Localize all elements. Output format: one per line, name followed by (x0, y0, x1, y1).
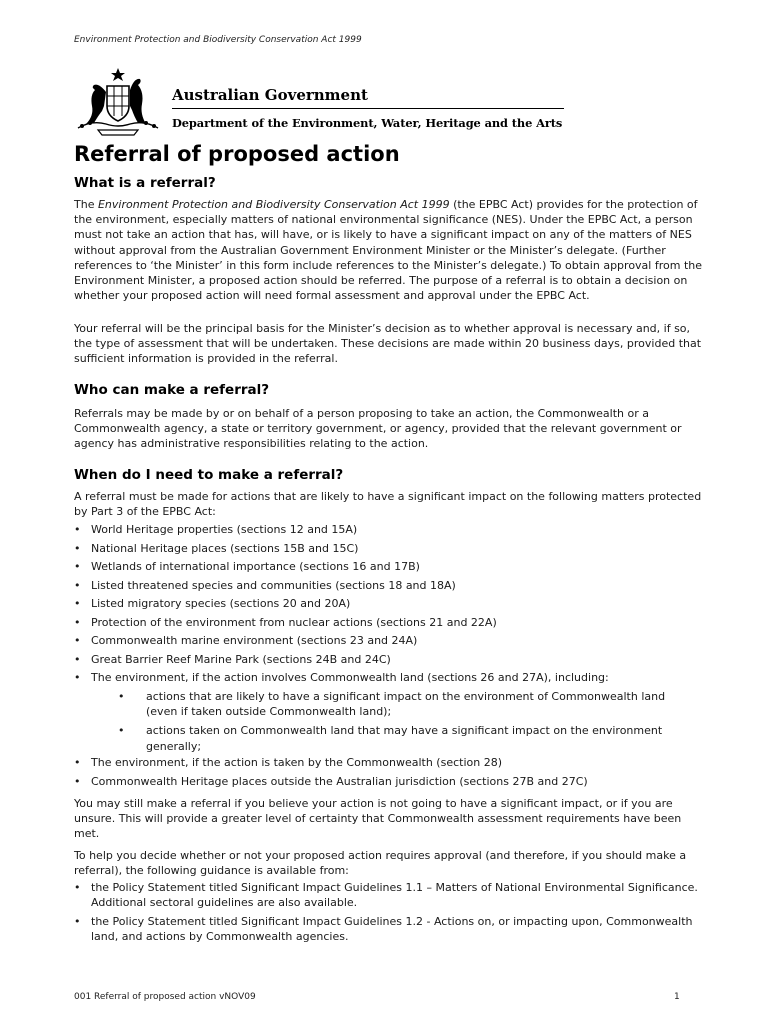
heading-who-can-refer: Who can make a referral? (74, 382, 270, 398)
list-item: • Great Barrier Reef Marine Park (sections 24B and 24C) (74, 652, 702, 667)
paragraph-principal-basis: Your referral will be the principal basis for the Minister’s decision as to whether approval is necessary and, if so, the type of assessment that will be undertaken. These decisions are made within 20 business days, provided that sufficient information is provided in the referral. (74, 322, 702, 366)
list-item: • Listed migratory species (sections 20 and 20A) (74, 596, 702, 611)
government-name: Australian Government (172, 86, 368, 104)
running-header: Environment Protection and Biodiversity Conservation Act 1999 (74, 35, 362, 45)
coat-of-arms-logo (72, 66, 164, 138)
list-item: • Commonwealth marine environment (sections 23 and 24A) (74, 633, 702, 648)
heading-when-refer: When do I need to make a referral? (74, 467, 344, 483)
paragraph-voluntary-referral: You may still make a referral if you believe your action is not going to have a significant impact, or if you are unsure. This will provide a greater level of certainty that Commonwealth assessment requirements have been met. (74, 797, 682, 841)
list-item: • Listed threatened species and communities (sections 18 and 18A) (74, 578, 702, 593)
list-item: • the Policy Statement titled Significant Impact Guidelines 1.1 – Matters of National Environmental Significance. Additional sectoral guidelines are also available. (74, 880, 702, 910)
paragraph-who-can-refer: Referrals may be made by or on behalf of a person proposing to take an action, the Commonwealth or a Commonwealth agency, a state or territory government, or agency, provided that the relevant government or agency has administrative responsibilities relating to the action. (74, 407, 682, 451)
matters-list (74, 522, 702, 689)
list-item: • Commonwealth Heritage places outside the Australian jurisdiction (sections 27B and 27C) (74, 774, 702, 789)
act-name-italic: Environment Protection and Biodiversity Conservation Act 1999 (97, 198, 450, 211)
paragraph-guidance-intro: To help you decide whether or not your proposed action requires approval (and therefore, if you should make a referral), the following guidance is available from: (74, 849, 687, 878)
p1-pre: The (74, 198, 98, 211)
p1-post: (the EPBC Act) provides for the protection of the environment, especially matters of national environmental significance (NES). Under the EPBC Act, a person must not take an action that has, will have, or is likely to have a significant impact on any of the matters of NES without approval from the Australian Government Environment Minister or the Minister’s delegate. (Further references to ‘the Minister’ in this form include references to the Minister’s delegate.) To obtain approval from the Environment Minister, a proposed action should be referred. The purpose of a referral is to obtain a decision on whether your proposed action will need formal assessment and approval under the EPBC Act. (74, 198, 702, 303)
page-title: Referral of proposed action (74, 142, 400, 166)
sub-list-item: • actions taken on Commonwealth land that may have a significant impact on the environment generally; (118, 723, 698, 753)
footer-page-number: 1 (674, 992, 680, 1002)
list-item: • National Heritage places (sections 15B and 15C) (74, 541, 702, 556)
guidance-list (74, 880, 702, 948)
list-item: • Wetlands of international importance (sections 16 and 17B) (74, 559, 702, 574)
footer-document-id: 001 Referral of proposed action vNOV09 (74, 992, 256, 1002)
sub-list-item: • actions that are likely to have a significant impact on the environment of Commonwealth land (even if taken outside Commonwealth land); (118, 689, 698, 719)
list-item: • the Policy Statement titled Significant Impact Guidelines 1.2 - Actions on, or impacting upon, Commonwealth land, and actions by Commonwealth agencies. (74, 914, 702, 944)
logo-divider (172, 108, 564, 109)
list-item: • Protection of the environment from nuclear actions (sections 21 and 22A) (74, 615, 702, 630)
list-item: • The environment, if the action involves Commonwealth land (sections 26 and 27A), including: (74, 670, 702, 685)
commonwealth-land-sublist (118, 689, 698, 757)
paragraph-when-intro: A referral must be made for actions that are likely to have a significant impact on the following matters protected by Part 3 of the EPBC Act: (74, 490, 702, 519)
list-item: • World Heritage properties (sections 12 and 15A) (74, 522, 702, 537)
department-name: Department of the Environment, Water, Heritage and the Arts (172, 116, 563, 130)
matters-list-continued (74, 755, 702, 792)
list-item: • The environment, if the action is taken by the Commonwealth (section 28) (74, 755, 702, 770)
heading-what-is-referral: What is a referral? (74, 175, 216, 191)
paragraph-what-is-referral (74, 197, 702, 303)
